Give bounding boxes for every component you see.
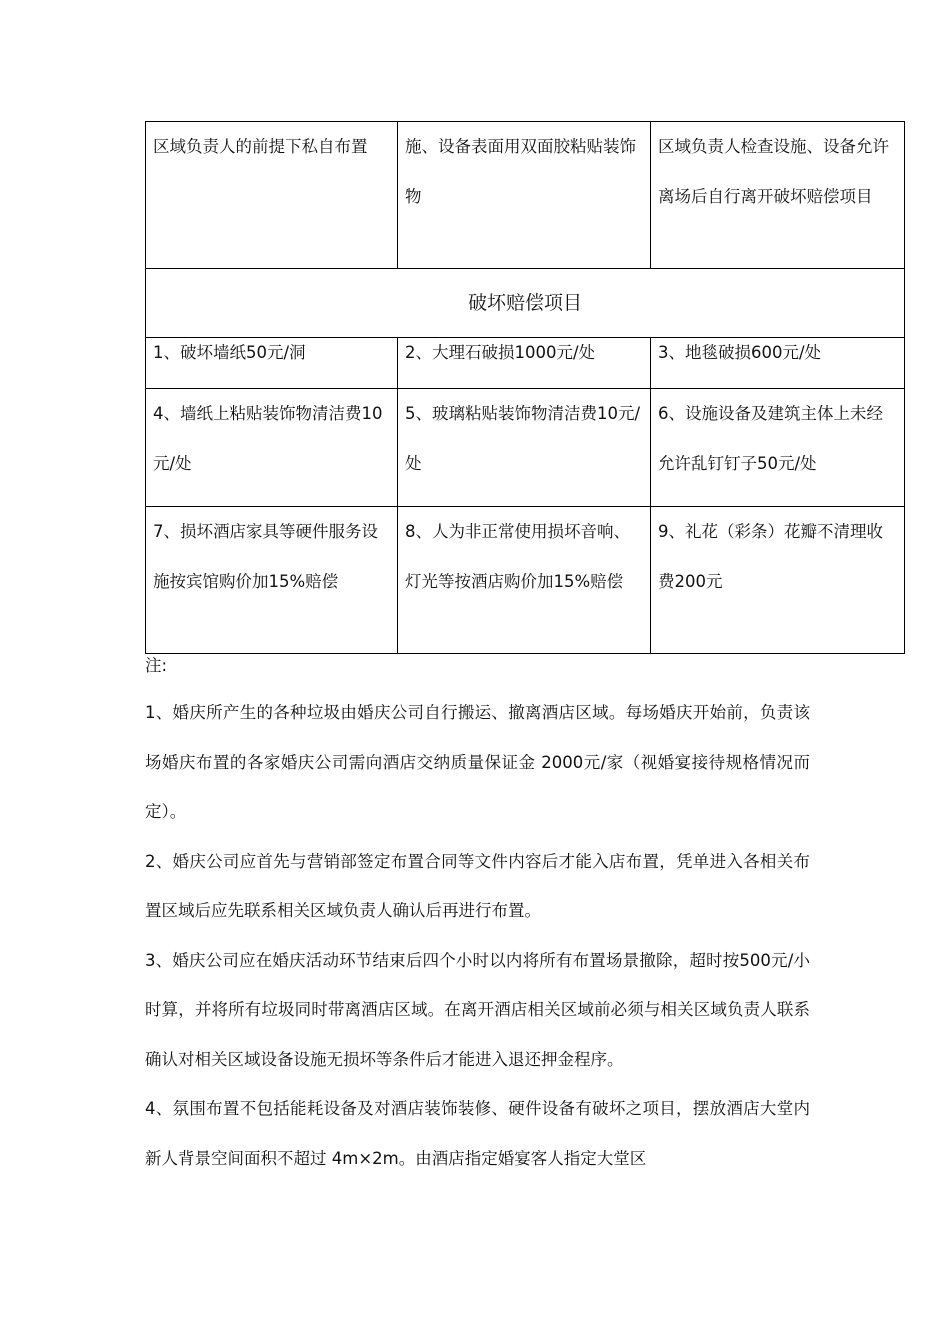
- table-cell: 6、设施设备及建筑主体上未经允许乱钉钉子50元/处: [651, 389, 905, 507]
- table-row: [146, 122, 905, 269]
- note-paragraph: 1、婚庆所产生的各种垃圾由婚庆公司自行搬运、撤离酒店区域。每场婚庆开始前，负责该场婚庆布置的各家婚庆公司需向酒店交纳质量保证金 2000元/家（视婚宴接待规格情况而定）。: [145, 703, 810, 821]
- table-cell: 2、大理石破损1000元/处: [398, 338, 651, 389]
- table-row: [146, 389, 905, 507]
- table-cell: 9、礼花（彩条）花瓣不清理收费200元: [651, 507, 905, 654]
- table-row: [146, 269, 905, 338]
- table-cell: 7、损坏酒店家具等硬件服务设施按宾馆购价加15%赔偿: [146, 507, 398, 654]
- table-cell: 8、人为非正常使用损坏音响、灯光等按酒店购价加15%赔偿: [398, 507, 651, 654]
- table-row: [146, 338, 905, 389]
- compensation-table: [145, 121, 905, 654]
- notes-section: [145, 652, 810, 1183]
- note-paragraph: 4、氛围布置不包括能耗设备及对酒店装饰装修、硬件设备有破坏之项目，摆放酒店大堂内新人背景空间面积不超过 4m×2m。由酒店指定婚宴客人指定大堂区: [145, 1099, 810, 1168]
- table-cell: 区域负责人检查设施、设备允许离场后自行离开破坏赔偿项目: [651, 122, 905, 269]
- table-cell: 3、地毯破损600元/处: [651, 338, 905, 389]
- table-section-header: 破坏赔偿项目: [146, 269, 905, 338]
- table-cell: 施、设备表面用双面胶粘贴装饰物: [398, 122, 651, 269]
- table-cell: 1、破坏墙纸50元/洞: [146, 338, 398, 389]
- table-row: [146, 507, 905, 654]
- table-cell: 5、玻璃粘贴装饰物清洁费10元/处: [398, 389, 651, 507]
- note-paragraph: 2、婚庆公司应首先与营销部签定布置合同等文件内容后才能入店布置，凭单进入各相关布置区域后应先联系相关区域负责人确认后再进行布置。: [145, 851, 810, 920]
- table-cell: 4、墙纸上粘贴装饰物清洁费10元/处: [146, 389, 398, 507]
- table-cell: 区域负责人的前提下私自布置: [146, 122, 398, 269]
- note-paragraph: 3、婚庆公司应在婚庆活动环节结束后四个小时以内将所有布置场景撤除，超时按500元/小时算，并将所有垃圾同时带离酒店区域。在离开酒店相关区域前必须与相关区域负责人联系确认对相关区域设备设施无损坏等条件后才能进入退还押金程序。: [145, 950, 810, 1069]
- notes-label: 注:: [145, 656, 168, 675]
